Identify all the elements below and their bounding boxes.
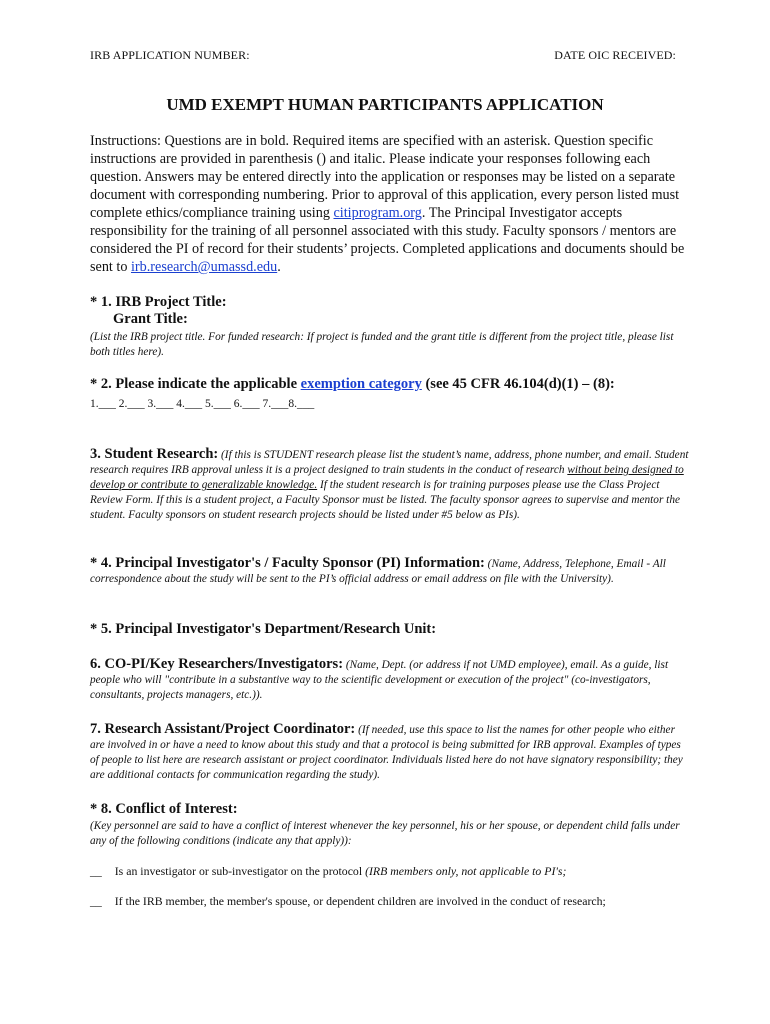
q3-note-b: If the student research is for training purposes please use the Class Project Review Form. If this is a student project, a Faculty Sponsor must be listed. The faculty sponsor agrees to supervise and mentor the student. Faculty sponsors on student research projects should be listed under #5 below as PIs). [90, 479, 680, 521]
q2-title [90, 376, 690, 393]
q2-options[interactable]: 1.___ 2.___ 3.___ 4.___ 5.___ 6.___ 7.___8.___ [90, 398, 315, 410]
q8-item-2 [90, 894, 710, 909]
q7-title: 7. Research Assistant/Project Coordinator: [90, 721, 356, 737]
q8-item-1 [90, 864, 710, 879]
q7-note: (If needed, use this space to list the names for other people who either are involved in or have a need to know about this study and that a protocol is being submitted for IRB approval. Examples of types of people to list here are research assistant or project coordinator. Individuals listed here do not have signatory responsibility; they are additional contacts for communication regarding the study). [90, 724, 683, 781]
q1-grant-title: Grant Title: [113, 311, 188, 327]
q4-title: * 4. Principal Investigator's / Faculty Sponsor (PI) Information: [90, 555, 485, 571]
q8-item1-checkbox[interactable]: __ [90, 864, 102, 878]
q3-note-underlined: without being designed to develop or contribute to generalizable knowledge. [90, 464, 684, 491]
instructions-text-2: . The Principal Investigator accepts responsibility for the training of all personnel associated with this study. Faculty sponsors / mentors are considered the PI of record for their students’ projects. Completed applications and documents should be sent to [90, 205, 685, 275]
irb-email-link[interactable]: irb.research@umassd.edu [130, 259, 278, 275]
q8-item2-checkbox[interactable]: __ [90, 894, 102, 908]
q2-title-pre: * 2. Please indicate the applicable [90, 376, 301, 392]
q1-title: * 1. IRB Project Title: [90, 294, 227, 310]
instructions-text-1: Instructions: Questions are in bold. Required items are specified with an asterisk. Question specific instructions are provided in parenthesis () and italic. Please indicate your responses following each question. Answers may be entered directly into the application or responses may be listed on a separate document with corresponding numbering. Prior to approval of this application, every person listed must complete ethics/compliance training using [90, 133, 680, 221]
irb-application-number-label: IRB APPLICATION NUMBER: [90, 48, 250, 62]
q8-note: (Key personnel are said to have a conflict of interest whenever the key personnel, his or her spouse, or dependent child falls under any of the following conditions (indicate any that apply)): [90, 820, 680, 847]
exemption-category-link[interactable]: exemption category [300, 376, 422, 392]
date-received-label: DATE OIC RECEIVED: [554, 48, 676, 62]
q8-title: * 8. Conflict of Interest: [90, 801, 238, 817]
q4-block [90, 556, 690, 587]
q2-title-post: (see 45 CFR 46.104(d)(1) – (8): [421, 376, 615, 392]
q4-note: (Name, Address, Telephone, Email - All correspondence about the study will be sent to the PI’s official address or email address on file with the University). [90, 558, 666, 585]
q6-note: (Name, Dept. (or address if not UMD employee), email. As a guide, list people who will "contribute in a substantive way to the scientific development or execution of the project" (co-investigators, consultants, projects managers, etc.)). [90, 659, 669, 701]
citiprogram-link[interactable]: citiprogram.org [333, 205, 422, 221]
q3-title: 3. Student Research: [90, 446, 219, 462]
q6-title: 6. CO-PI/Key Researchers/Investigators: [90, 656, 344, 672]
q8-item1-text: Is an investigator or sub-investigator on the protocol [114, 864, 366, 878]
q6-block [90, 657, 690, 703]
instructions-paragraph [90, 132, 690, 276]
q3-note-a: (If this is STUDENT research please list the student’s name, address, phone number, and email. Student research requires IRB approval unless it is a project designed to train students in the conduct of research [90, 449, 689, 476]
q1-note: (List the IRB project title. For funded research: If project is funded and the grant title is different from the project title, please list both titles here). [90, 331, 674, 358]
q8-item1-note: (IRB members only, not applicable to PI's; [365, 864, 567, 878]
q8-item2-text: If the IRB member, the member's spouse, or dependent children are involved in the conduct of research; [114, 894, 606, 908]
q7-block [90, 722, 690, 783]
q5-title: * 5. Principal Investigator's Department/Research Unit: [90, 621, 437, 637]
q3-block [90, 447, 690, 523]
instructions-text-3: . [277, 259, 281, 275]
page-title: UMD EXEMPT HUMAN PARTICIPANTS APPLICATION [166, 95, 604, 114]
